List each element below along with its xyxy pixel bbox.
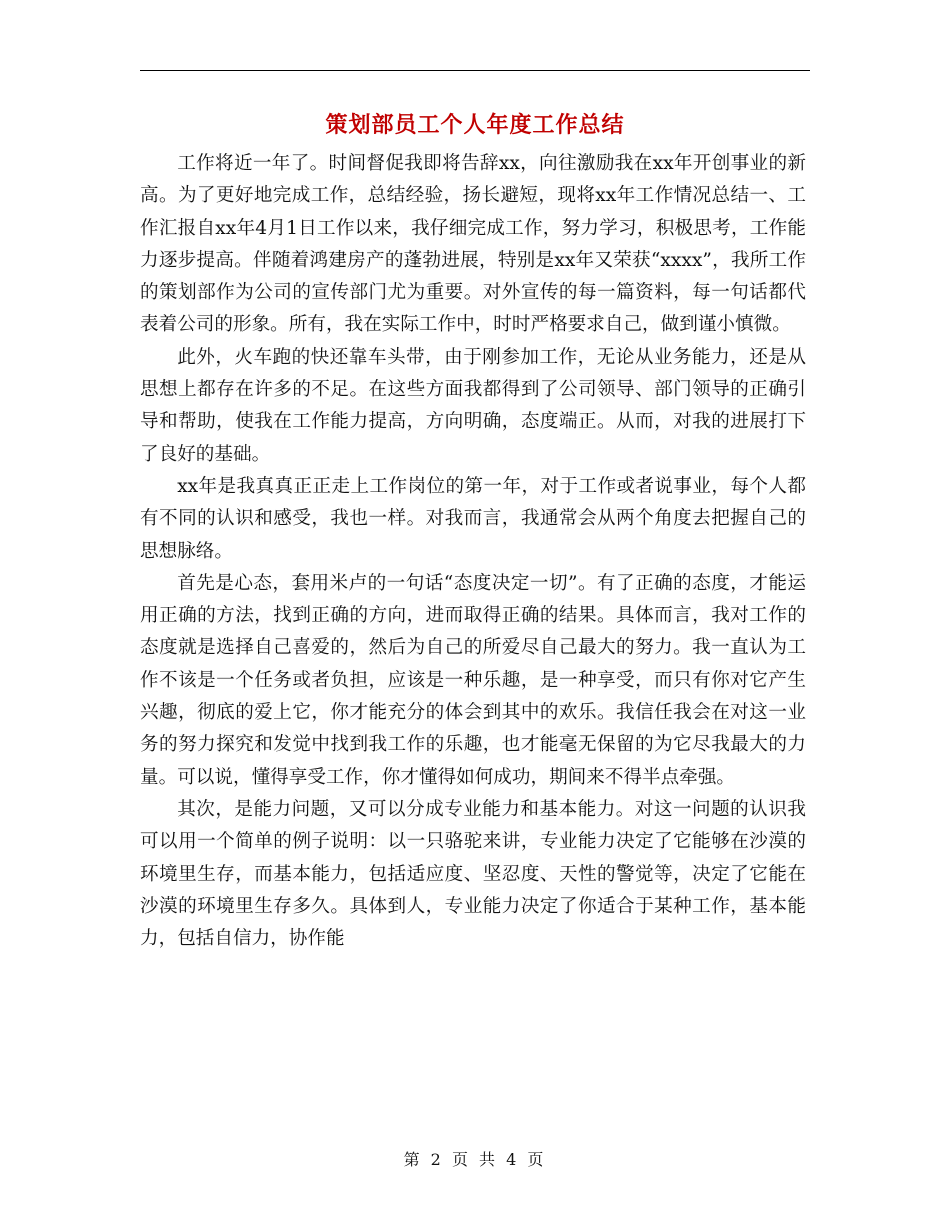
paragraph-1: 工作将近一年了。时间督促我即将告辞xx，向往激励我在xx年开创事业的新高。为了更好地完成工作，总结经验，扬长避短，现将xx年工作情况总结一、工作汇报自xx年4月1日工作以来，我仔细完成工作，努力学习，积极思考，工作能力逐步提高。伴随着鸿建房产的蓬勃进展，特别是xx年又荣获“xxxx”，我所工作的策划部作为公司的宣传部门尤为重要。对外宣传的每一篇资料，每一句话都代表着公司的形象。所有，我在实际工作中，时时严格要求自己，做到谨小慎微。 (140, 153, 806, 336)
paragraph-5: 其次，是能力问题，又可以分成专业能力和基本能力。对这一问题的认识我可以用一个简单的例子说明：以一只骆驼来讲，专业能力决定了它能够在沙漠的环境里生存，而基本能力，包括适应度、坚忍度、天性的警觉等，决定了它能在沙漠的环境里生存多久。具体到人，专业能力决定了你适合于某种工作，基本能力，包括自信力，协作能 (140, 798, 806, 950)
paragraph-3: xx年是我真真正正走上工作岗位的第一年，对于工作或者说事业，每个人都有不同的认识和感受，我也一样。对我而言，我通常会从两个角度去把握自己的思想脉络。 (140, 475, 806, 562)
document-title: 策划部员工个人年度工作总结 (325, 113, 625, 138)
paragraph-4: 首先是心态，套用米卢的一句话“态度决定一切”。有了正确的态度，才能运用正确的方法，找到正确的方向，进而取得正确的结果。具体而言，我对工作的态度就是选择自己喜爱的，然后为自己的所爱尽自己最大的努力。我一直认为工作不该是一个任务或者负担，应该是一种乐趣，是一种享受，而只有你对它产生兴趣，彻底的爱上它，你才能充分的体会到其中的欢乐。我信任我会在对这一业务的努力探究和发觉中找到我工作的乐趣，也才能毫无保留的为它尽我最大的力量。可以说，懂得享受工作，你才懂得如何成功，期间来不得半点牵强。 (140, 572, 806, 788)
paragraph-2: 此外，火车跑的快还靠车头带，由于刚参加工作，无论从业务能力，还是从思想上都存在许多的不足。在这些方面我都得到了公司领导、部门领导的正确引导和帮助，使我在工作能力提高，方向明确，态度端正。从而，对我的进展打下了良好的基础。 (140, 346, 806, 465)
page-number-footer: 第 2 页 共 4 页 (403, 1150, 547, 1169)
document-body (140, 148, 806, 955)
header-rule (140, 70, 810, 71)
